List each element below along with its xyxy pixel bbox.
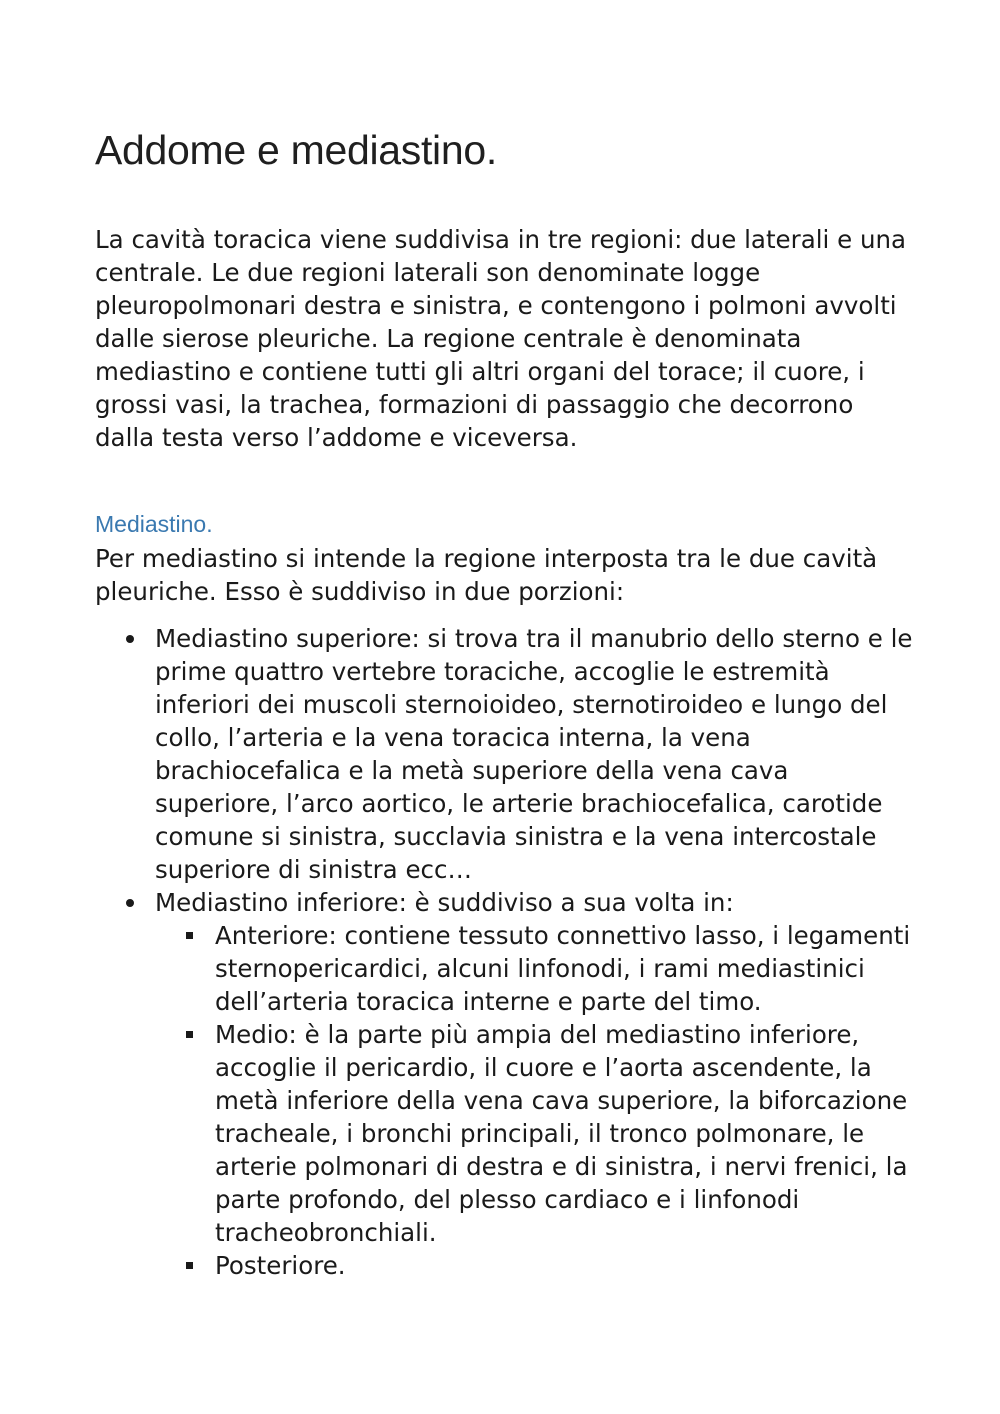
bullet-list bbox=[155, 622, 915, 1282]
sub-bullet-text: Anteriore: contiene tessuto connettivo lasso, i legamenti sternopericardici, alcuni linfonodi, i rami mediastinici dell’arteria toracica interne e parte del timo. bbox=[215, 921, 911, 1016]
sub-bullet-text: Posteriore. bbox=[215, 1251, 346, 1280]
sub-bullet-item-posteriore bbox=[215, 1249, 915, 1282]
section-heading: Mediastino. bbox=[95, 511, 213, 537]
sub-bullet-text: Medio: è la parte più ampia del mediastino inferiore, accoglie il pericardio, il cuore e l’aorta ascendente, la metà inferiore della vena cava superiore, la biforcazione tracheale, i bronchi principali, il tronco polmonare, le arterie polmonari di destra e di sinistra, i nervi frenici, la parte profondo, del plesso cardiaco e i linfonodi tracheobronchiali. bbox=[215, 1020, 908, 1247]
sub-bullet-list bbox=[155, 919, 915, 1282]
bullet-dot-icon bbox=[126, 635, 134, 643]
bullet-item-mediastino-inferiore bbox=[155, 886, 915, 1282]
page-title: Addome e mediastino. bbox=[95, 127, 497, 173]
sub-bullet-item-anteriore bbox=[215, 919, 915, 1018]
intro-paragraph: La cavità toracica viene suddivisa in tre regioni: due laterali e una centrale. Le due regioni laterali son denominate logge pleuropolmonari destra e sinistra, e contengono i polmoni avvolti dalle sierose pleuriche. La regione centrale è denominata mediastino e contiene tutti gli altri organi del torace; il cuore, i grossi vasi, la trachea, formazioni di passaggio che decorrono dalla testa verso l’addome e viceversa. bbox=[95, 225, 907, 452]
bullet-text: Mediastino inferiore: è suddiviso a sua volta in: bbox=[155, 888, 734, 917]
square-bullet-icon bbox=[186, 1031, 193, 1038]
section-intro-paragraph: Per mediastino si intende la regione interposta tra le due cavità pleuriche. Esso è suddiviso in due porzioni: bbox=[95, 544, 878, 606]
sub-bullet-item-medio bbox=[215, 1018, 915, 1249]
bullet-item-mediastino-superiore bbox=[155, 622, 915, 886]
square-bullet-icon bbox=[186, 932, 193, 939]
square-bullet-icon bbox=[186, 1262, 193, 1269]
bullet-dot-icon bbox=[126, 899, 134, 907]
bullet-text: Mediastino superiore: si trova tra il manubrio dello sterno e le prime quattro vertebre toraciche, accoglie le estremità inferiori dei muscoli sternoioideo, sternotiroideo e lungo del collo, l’arteria e la vena toracica interna, la vena brachiocefalica e la metà superiore della vena cava superiore, l’arco aortico, le arterie brachiocefalica, carotide comune si sinistra, succlavia sinistra e la vena intercostale superiore di sinistra ecc… bbox=[155, 624, 913, 884]
